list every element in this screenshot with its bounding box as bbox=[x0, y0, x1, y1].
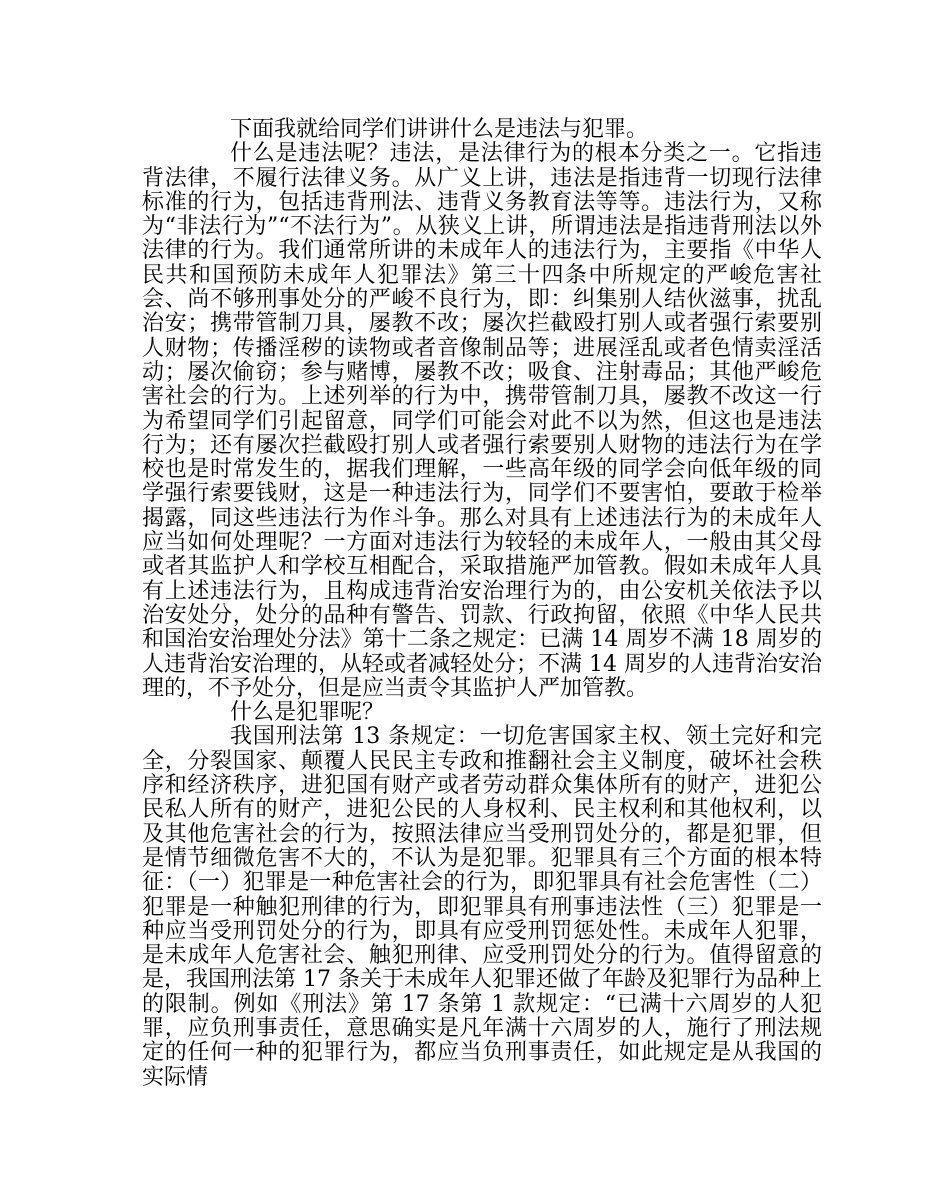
paragraph-what-is-crime-heading: 什么是犯罪呢？ bbox=[230, 700, 385, 726]
paragraph-criminal-law-article-13: 我国刑法第 13 条规定：一切危害国家主权、领土完好和完全，分裂国家、颠覆人民民主专政和推翻社会主义制度，破坏社会秩序和经济秩序，进犯国有财产或者劳动群众集体所有的财产，进犯公民私人所有的财产，进犯公民的人身权利、民主权利和其他权利，以及其他危害社会的行为，按照法律应当受刑罚处分的，都是犯罪，但是情节细微危害不大的，不认为是犯罪。犯罪具有三个方面的根本特征：（一）犯罪是一种危害社会的行为，即犯罪具有社会危害性（二）犯罪是一种触犯刑律的行为，即犯罪具有刑事违法性（三）犯罪是一种应当受刑罚处分的行为，即具有应受刑罚惩处性。未成年人犯罪，是未成年人危害社会、触犯刑律、应受刑罚处分的行为。值得留意的是，我国刑法第 17 条关于未成年人犯罪还做了年龄及犯罪行为品种上的限制。例如《刑法》第 17 条第 1 款规定：“已满十六周岁的人犯罪，应负刑事责任，意思确实是凡年满十六周岁的人，施行了刑法规定的任何一种的犯罪行为，都应当负刑事责任，如此规定是从我国的实际情 bbox=[142, 724, 822, 1090]
paragraph-what-is-illegal: 什么是违法呢？违法，是法律行为的根本分类之一。它指违背法律，不履行法律义务。从广义上讲，违法是指违背一切现行法律标准的行为，包括违背刑法、违背义务教育法等等。违法行为，又称为“非法行为”“不法行为”。从狭义上讲，所谓违法是指违背刑法以外法律的行为。我们通常所讲的未成年人的违法行为，主要指《中华人民共和国预防未成年人犯罪法》第三十四条中所规定的严峻危害社会、尚不够刑事处分的严峻不良行为，即：纠集别人结伙滋事，扰乱治安；携带管制刀具，屡教不改；屡次拦截殴打别人或者强行索要别人财物；传播淫秽的读物或者音像制品等；进展淫乱或者色情卖淫活动；屡次偷窃；参与赌博，屡教不改；吸食、注射毒品；其他严峻危害社会的行为。上述列举的行为中，携带管制刀具，屡教不改这一行为希望同学们引起留意，同学们可能会对此不以为然，但这也是违法行为；还有屡次拦截殴打别人或者强行索要别人财物的违法行为在学校也是时常发生的，据我们理解，一些高年级的同学会向低年级的同学强行索要钱财，这是一种违法行为，同学们不要害怕，要敢于检举揭露，同这些违法行为作斗争。那么对具有上述违法行为的未成年人应当如何处理呢？一方面对违法行为较轻的未成年人，一般由其父母或者其监护人和学校互相配合，采取措施严加管教。假如未成年人具有上述违法行为，且构成违背治安治理行为的，由公安机关依法予以治安处分，处分的品种有警告、罚款、行政拘留，依照《中华人民共和国治安治理处分法》第十二条之规定：已满 14 周岁不满 18 周岁的人违背治安治理的，从轻或者减轻处分；不满 14 周岁的人违背治安治理的，不予处分，但是应当责令其监护人严加管教。 bbox=[142, 141, 822, 701]
document-page bbox=[142, 118, 822, 1090]
paragraph-intro: 下面我就给同学们讲讲什么是违法与犯罪。 bbox=[230, 117, 649, 142]
